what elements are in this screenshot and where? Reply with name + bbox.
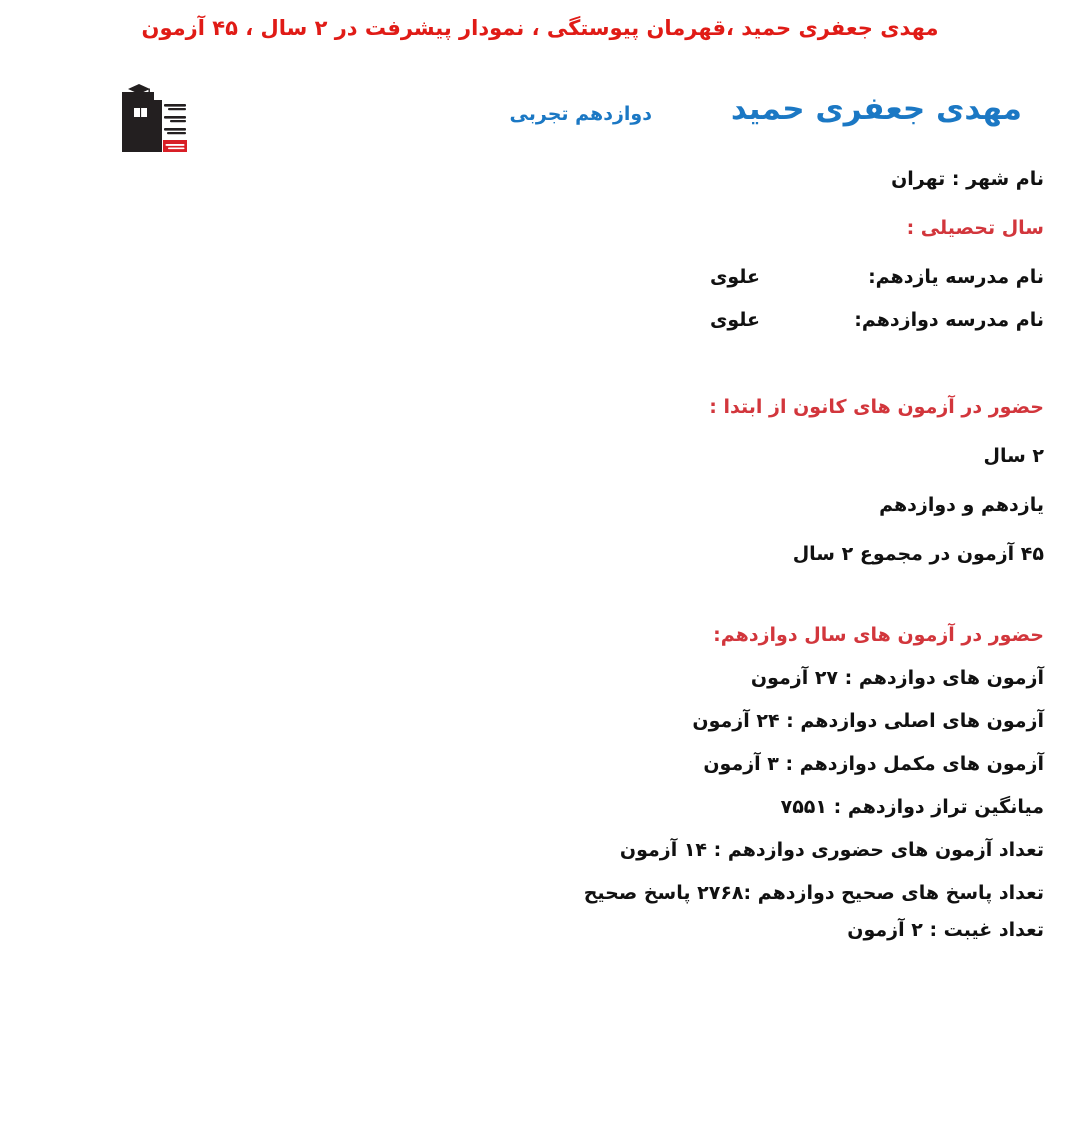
school-12-label: نام مدرسه دوازدهم:	[854, 309, 1044, 331]
school-11-row	[34, 268, 1044, 287]
list-item: آزمون های اصلی دوازدهم : ۲۴ آزمون	[692, 710, 1044, 732]
spacer	[34, 564, 1044, 608]
spacer	[34, 238, 1044, 268]
spacer	[34, 466, 1044, 496]
school-11-label: نام مدرسه یازدهم:	[868, 266, 1044, 288]
attendance-grade12-heading: حضور در آزمون های سال دوازدهم:	[713, 624, 1044, 646]
spacer	[34, 189, 1044, 219]
spacer	[34, 817, 1044, 841]
attendance-total-exams: ۴۵ آزمون در مجموع ۲ سال	[792, 543, 1044, 565]
school-11-value: علوی	[709, 266, 760, 288]
list-item: تعداد آزمون های حضوری دوازدهم : ۱۴ آزمون	[619, 839, 1044, 861]
spacer	[34, 645, 1044, 669]
attendance-grade12-rows	[34, 669, 1044, 940]
school-12-row	[34, 311, 1044, 330]
spacer	[34, 774, 1044, 798]
list-item: آزمون های دوازدهم : ۲۷ آزمون	[750, 667, 1044, 689]
spacer	[34, 731, 1044, 755]
kanoon-logo	[118, 78, 190, 158]
spacer	[34, 287, 1044, 311]
attendance-grades: یازدهم و دوازدهم	[879, 494, 1044, 516]
spacer	[34, 515, 1044, 545]
list-item: میانگین تراز دوازدهم : ۷۵۵۱	[780, 796, 1044, 818]
spacer	[34, 688, 1044, 712]
spacer	[34, 417, 1044, 447]
attendance-overall-heading: حضور در آزمون های کانون از ابتدا :	[709, 396, 1044, 418]
spacer	[34, 860, 1044, 884]
student-grade: دوازدهم تجربی	[509, 103, 652, 125]
list-item: آزمون های مکمل دوازدهم : ۳ آزمون	[703, 753, 1044, 775]
list-item: تعداد غیبت : ۲ آزمون	[847, 919, 1044, 941]
student-name: مهدی جعفری حمید	[730, 91, 1022, 127]
spacer	[34, 330, 1044, 374]
student-info-column	[34, 170, 1044, 940]
document-title: مهدی جعفری حمید ،قهرمان پیوستگی ، نمودار پیشرفت در ۲ سال ، ۴۵ آزمون	[141, 16, 939, 40]
list-item: تعداد پاسخ های صحیح دوازدهم :۲۷۶۸ پاسخ صحیح	[583, 882, 1044, 904]
city-line: نام شهر : تهران	[891, 168, 1044, 190]
academic-year-label: سال تحصیلی :	[906, 217, 1044, 239]
spacer	[34, 374, 1044, 398]
attendance-years: ۲ سال	[983, 445, 1044, 467]
school-12-value: علوی	[709, 309, 760, 331]
